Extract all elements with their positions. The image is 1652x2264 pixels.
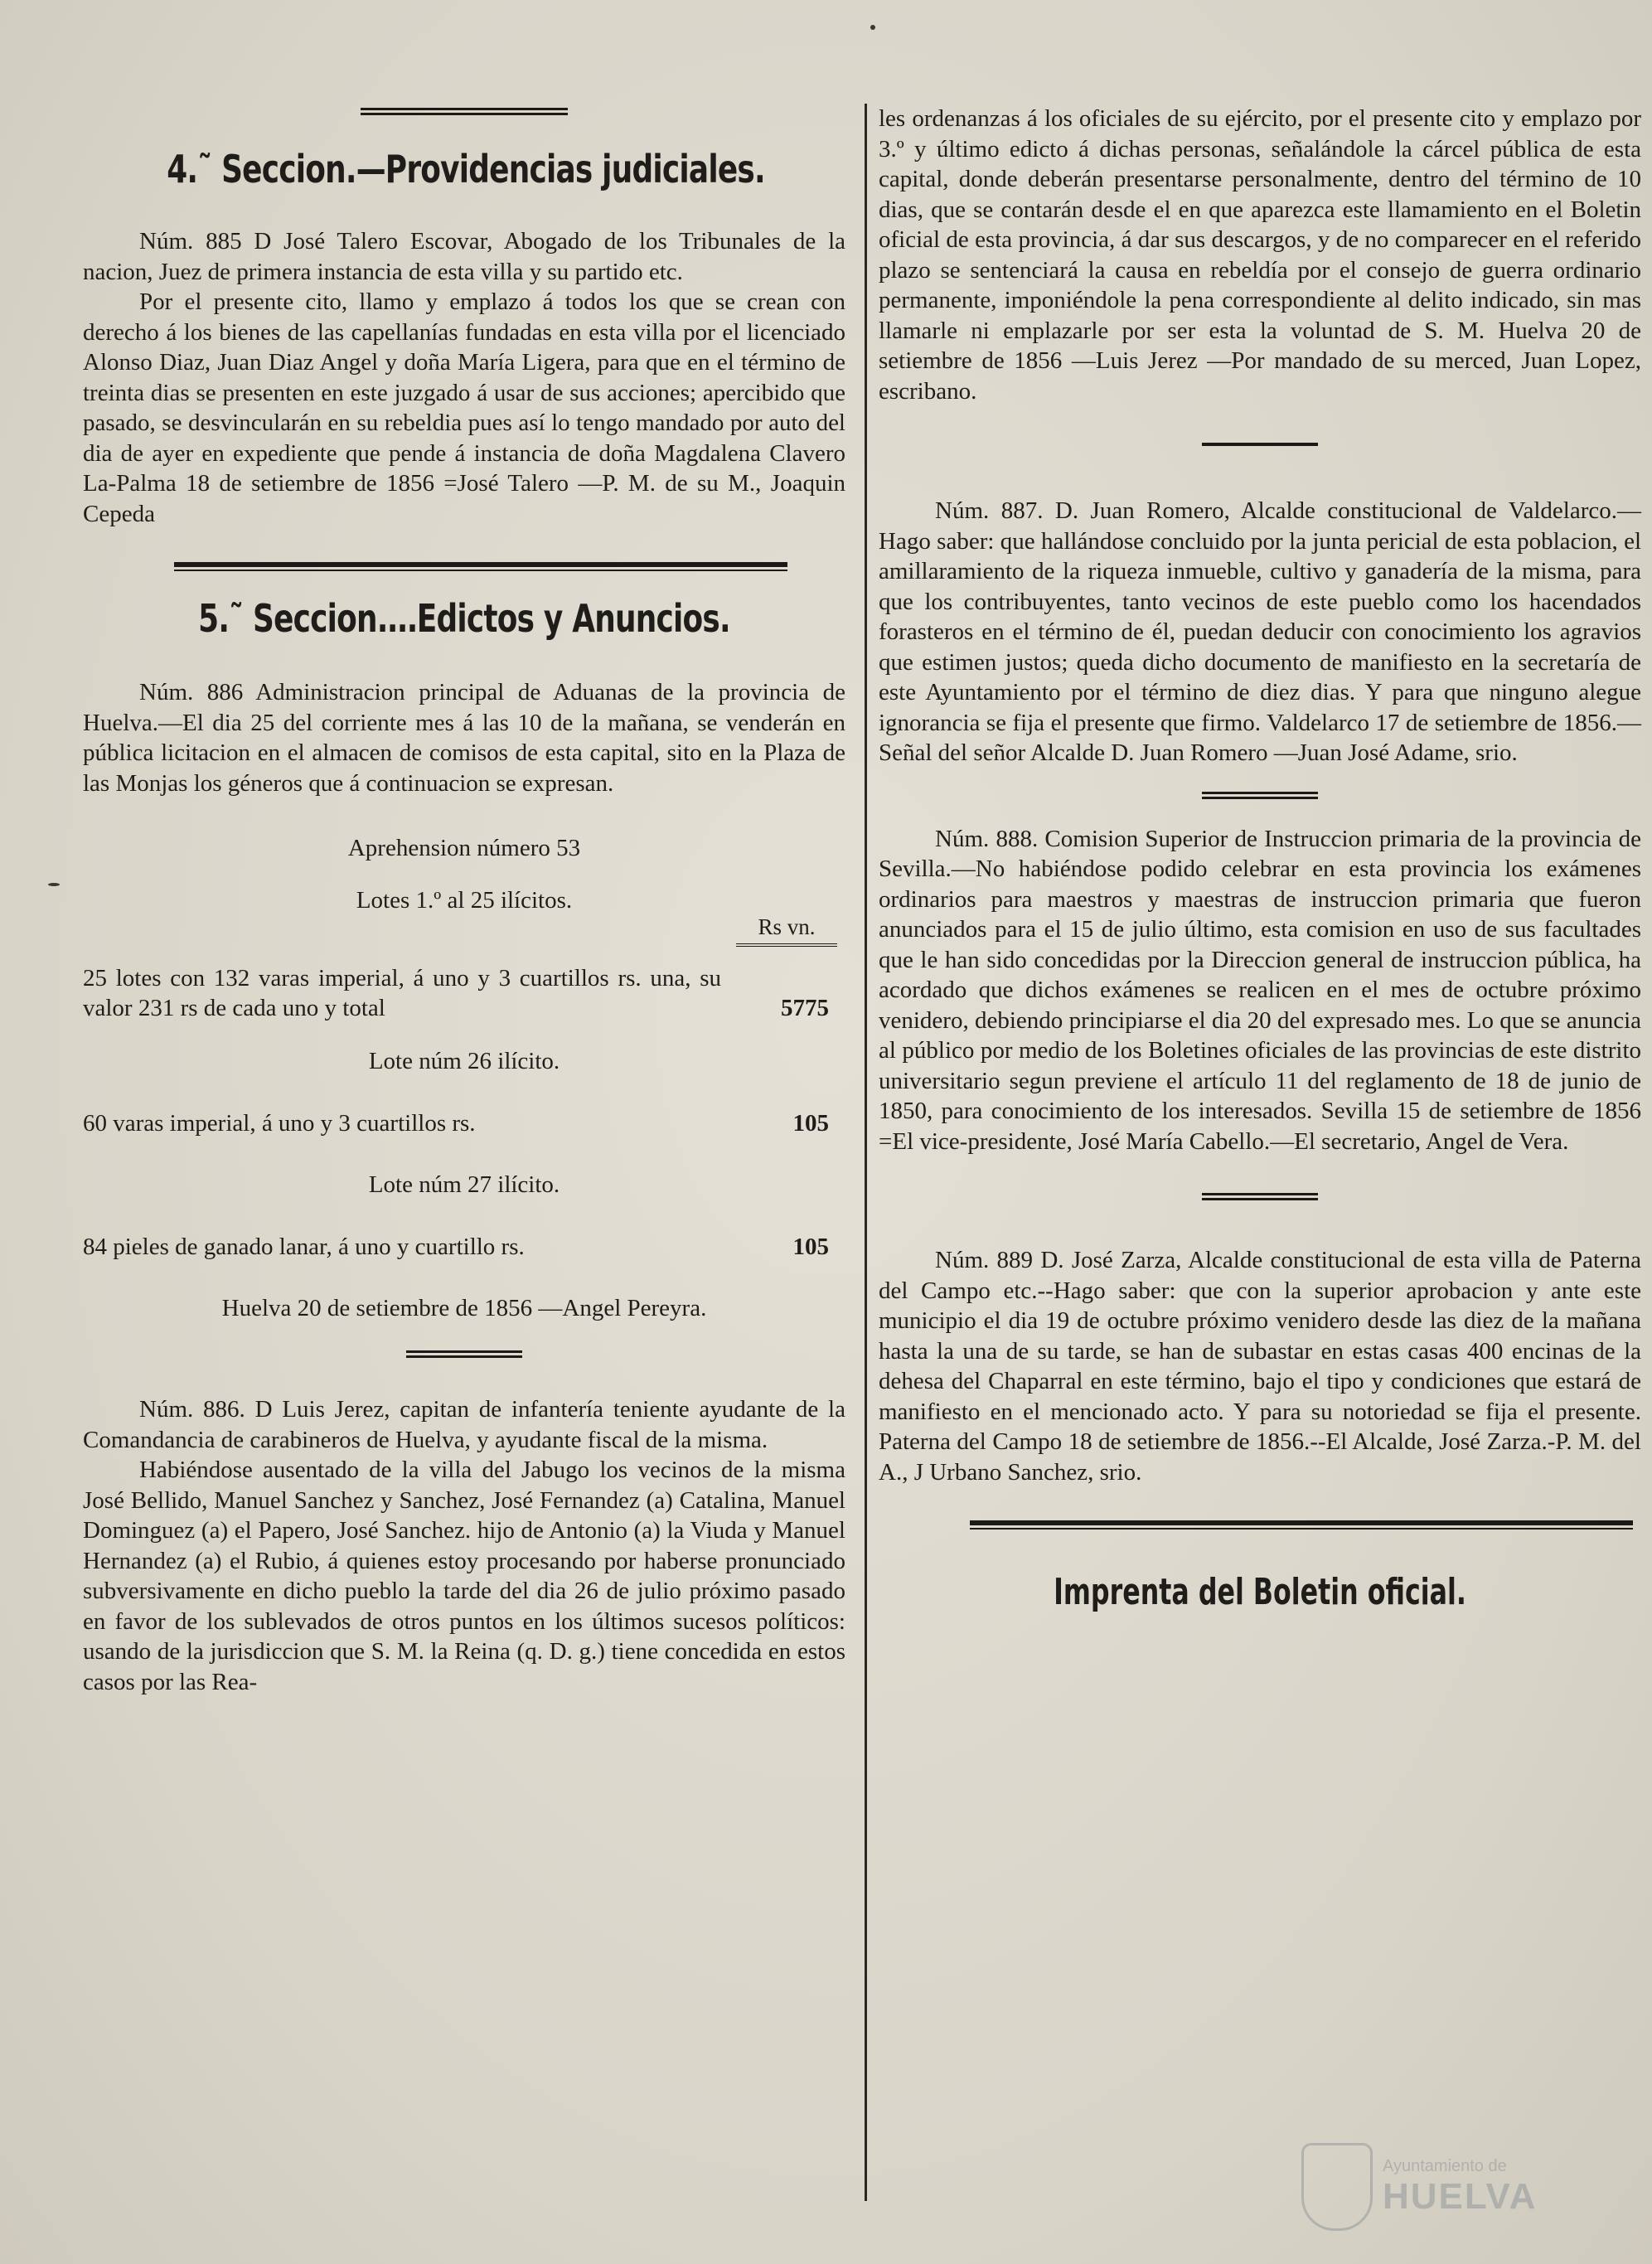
notice-889 xyxy=(879,1245,1641,1487)
aprehension-label: Aprehension número 53 xyxy=(347,835,581,861)
notice-888 xyxy=(879,824,1641,1157)
item-3-desc: 84 pieles de ganado lanar, á uno y cuartillo rs. xyxy=(83,1234,525,1260)
lote-27-label: Lote núm 27 ilícito. xyxy=(368,1171,560,1198)
notice-887-text: Núm. 887. D. Juan Romero, Alcalde constitucional de Valdelarco.—Hago saber: que hallándose concluido por la junta pericial de esta poblacion, el amillaramiento de la riqueza inmueble, cultivo y ganadería de la misma, para que los contribuyentes, tanto vecinos de este pueblo como los hacendados forasteros en el término de él, puedan deducir con conocimiento los agravios que estimen justos; queda dicho documento de manifiesto en la secretaría de este Ayuntamiento por el término de diez dias. Y para que ninguno alegue ignorancia se fija el presente que firmo. Valdelarco 17 de setiembre de 1856.—Señal del señor Alcalde D. Juan Romero —Juan José Adame, srio. xyxy=(879,497,1641,766)
item-row-3 xyxy=(83,1232,845,1262)
notice-885 xyxy=(83,226,845,529)
item-2-desc: 60 varas imperial, á uno y 3 cuartillos rs. xyxy=(83,1110,476,1137)
left-column xyxy=(83,83,845,1697)
notice-885-intro: Núm. 885 D José Talero Escovar, Abogado de los Tribunales de la nacion, Juez de primera instancia de esta villa y su partido etc. xyxy=(83,228,845,285)
top-rule xyxy=(361,108,568,115)
notice-886-aduanas-intro: Núm. 886 Administracion principal de Aduanas de la provincia de Huelva.—El dia 25 del corriente mes á las 10 de la mañana, se venderán en pública licitacion en el almacen de comisos de esta capital, sito en la Plaza de las Monjas los géneros que á continuacion se expresan. xyxy=(83,679,845,797)
ink-speck xyxy=(48,883,60,886)
item-1-desc: 25 lotes con 132 varas imperial, á uno y 3 cuartillos rs. una, su valor 231 rs de cada uno y total xyxy=(83,965,721,1021)
watermark-line-2: HUELVA xyxy=(1383,2175,1538,2217)
coat-of-arms-icon xyxy=(1301,2143,1373,2231)
right-column xyxy=(879,104,1641,1613)
notice-888-text: Núm. 888. Comision Superior de Instruccion primaria de la provincia de Sevilla.—No habiéndose podido celebrar en esta provincia los exámenes ordinarios para maestros y maestras de instruccion primaria que fueron anunciados para el 15 de julio último, esta comision en uso de sus facultades que le han sido concedidas por la Direccion general de instruccion pública, ha acordado que dichos exámenes se realicen en el mes de octubre próximo venidero, debiendo principiarse el dia 20 del expresado mes. Lo que se anuncia al público por medio de los Boletines oficiales de las provincias de este distrito universitario segun previene el artículo 11 del reglamento de 18 de junio de 1850, para conocimiento de los interesados. Sevilla 15 de setiembre de 1856 =El vice-presidente, José María Cabello.—El secretario, Angel de Vera. xyxy=(879,825,1641,1155)
item-2-amount: 105 xyxy=(792,1110,829,1137)
notice-886-aduanas xyxy=(83,677,845,798)
rs-vn-label: Rs vn. xyxy=(736,914,837,947)
notice-886-jerez-cont-text: les ordenanzas á los oficiales de su ejército, por el presente cito y emplazo por 3.º y último edicto á dichas personas, señalándole la cárcel pública de esta capital, donde deberán presentarse personalmente, dentro del término de 10 dias, que se contarán desde el en que aparezca este llamamiento en el Boletin oficial de esta provincia, á dar sus descargos, y de no comparecer en el referido plazo se sentenciará la causa en rebeldía por el consejo de guerra ordinario permanente, imponiéndole la pena correspondiente al delito indicado, sin mas llamarle ni emplazarle por ser esta la voluntad de S. M. Huelva 20 de setiembre de 1856 —Luis Jerez —Por mandado de su merced, Juan Lopez, escribano. xyxy=(879,105,1641,405)
lote-26-label: Lote núm 26 ilícito. xyxy=(368,1048,560,1074)
notice-886-jerez-intro: Núm. 886. D Luis Jerez, capitan de infantería teniente ayudante de la Comandancia de carabineros de Huelva, y ayudante fiscal de la misma. xyxy=(83,1396,845,1453)
notice-886-jerez-continued xyxy=(879,104,1641,406)
ayuntamiento-watermark xyxy=(1301,2143,1537,2231)
notice-886-aduanas-signature: Huelva 20 de setiembre de 1856 —Angel Pereyra. xyxy=(221,1295,707,1321)
section-4-heading: 4.˜ Seccion.—Providencias judiciales. xyxy=(167,147,765,191)
notice-885-body: Por el presente cito, llamo y emplazo á todos los que se crean con derecho á los bienes de las capellanías fundadas en esta villa por el licenciado Alonso Diaz, Juan Diaz Angel y doña María Ligera, para que en el término de treinta dias se presenten en este juzgado á usar de sus acciones; apercibido que pasado, se desvincularán en su rebeldia pues así lo tengo mandado por auto del dia de ayer en expediente que pende á instancia de doña Magdalena Clavero La-Palma 18 de setiembre de 1856 =José Talero —P. M. de su M., Joaquin Cepeda xyxy=(83,288,845,527)
item-row-2 xyxy=(83,1108,845,1138)
section-rule xyxy=(174,562,787,571)
notice-889-text: Núm. 889 D. José Zarza, Alcalde constitucional de esta villa de Paterna del Campo etc.--Hago saber: que con la superior aprobacion y ante este municipio el dia 19 de octubre próximo venidero desde las diez de la mañana hasta la una de su tarde, se han de subastar en estas casas 400 encinas de la dehesa del Chaparral en este término, bajo el tipo y condiciones que estará de manifiesto en el mencionado acto. Y para su notoriedad se fija el presente. Paterna del Campo 18 de setiembre de 1856.--El Alcalde, José Zarza.-P. M. del A., J Urbano Sanchez, srio. xyxy=(879,1247,1641,1486)
column-divider xyxy=(865,104,867,2201)
separator-rule xyxy=(406,1350,522,1358)
section-5-heading: 5.˜ Seccion.…Edictos y Anuncios. xyxy=(198,596,730,641)
watermark-line-1: Ayuntamiento de xyxy=(1383,2156,1507,2175)
printer-imprint: Imprenta del Boletin oficial. xyxy=(1054,1571,1466,1613)
notice-886-jerez-body: Habiéndose ausentado de la villa del Jabugo los vecinos de la misma José Bellido, Manuel Sanchez y Sanchez, José Fernandez (a) Catalina, Manuel Dominguez (a) el Papero, José Sanchez. hijo de Antonio (a) la Viuda y Manuel Hernandez (a) el Rubio, á quienes estoy procesando por haberse pronunciado subversivamente en dicho pueblo la tarde del dia 26 de julio próximo pasado en favor de los sublevados de otros puntos en los últimos sucesos políticos: usando de la jurisdiccion que S. M. la Reina (q. D. g.) tiene concedida en estos casos por las Rea- xyxy=(83,1457,845,1695)
separator-rule xyxy=(1202,443,1318,446)
notice-886-jerez xyxy=(83,1394,845,1697)
rs-vn-header xyxy=(83,914,845,947)
item-row-1 xyxy=(83,963,845,1023)
ink-speck xyxy=(870,25,875,30)
separator-rule xyxy=(1202,792,1318,799)
item-3-amount: 105 xyxy=(792,1234,829,1260)
closing-rule xyxy=(970,1520,1633,1530)
item-1-amount: 5775 xyxy=(781,995,829,1021)
lotes-label: Lotes 1.º al 25 ilícitos. xyxy=(356,887,573,914)
notice-887 xyxy=(879,496,1641,768)
separator-rule xyxy=(1202,1193,1318,1200)
